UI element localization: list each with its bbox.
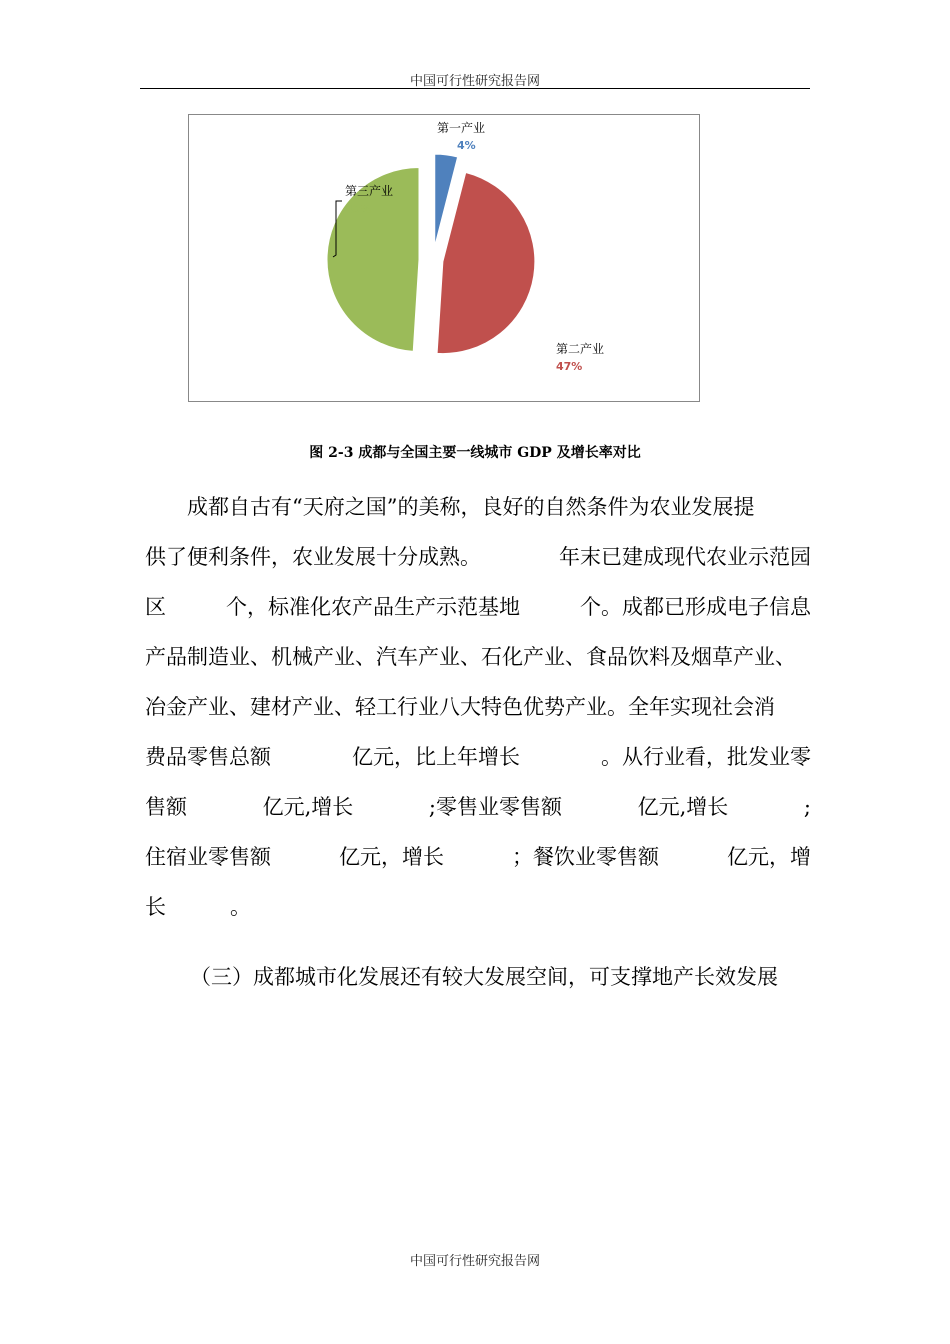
body-paragraph	[145, 482, 811, 932]
text-segment: 亿元,增长	[637, 795, 729, 819]
paragraph-line	[145, 682, 811, 732]
text-segment: 个，标准化农产品生产示范基地	[226, 595, 520, 619]
text-segment: 年末已建成现代农业示范园	[559, 545, 811, 569]
page-footer: 中国可行性研究报告网	[409, 1254, 540, 1269]
text-segment: 。从行业看，批发业零	[601, 745, 811, 769]
slice-label-secondary: 第二产业	[556, 342, 605, 356]
section-heading: （三）成都城市化发展还有较大发展空间，可支撑地产长效发展	[190, 965, 778, 989]
paragraph-line	[145, 832, 811, 882]
header-rule	[140, 88, 810, 89]
slice-label-primary: 第一产业	[437, 121, 486, 135]
slice-value-tertiary: 49%	[345, 203, 372, 216]
text-segment: 产品制造业、机械产业、汽车产业、石化产业、食品饮料及烟草产业、	[145, 645, 796, 669]
text-segment: 成都自古有“天府之国”的美称，良好的自然条件为农业发展提	[187, 495, 755, 519]
text-segment: 亿元，增长	[339, 845, 444, 869]
paragraph-line	[145, 482, 811, 532]
text-segment: 亿元,增长	[262, 795, 354, 819]
text-segment: 住宿业零售额	[145, 845, 271, 869]
slice-label-tertiary: 第三产业	[345, 184, 394, 198]
text-segment: 。	[230, 895, 251, 919]
text-segment: 冶金产业、建材产业、轻工行业八大特色优势产业。全年实现社会消	[145, 695, 775, 719]
text-segment: ;	[803, 795, 811, 819]
pie-chart-svg	[189, 115, 701, 403]
text-segment: 区	[145, 595, 166, 619]
paragraph-line	[145, 882, 811, 932]
text-segment: 亿元，增	[727, 845, 811, 869]
pie-chart	[188, 114, 700, 402]
figure-caption: 图 2-3 成都与全国主要一线城市 GDP 及增长率对比	[309, 445, 641, 461]
paragraph-line	[145, 782, 811, 832]
text-segment: ；餐饮业零售额	[512, 845, 659, 869]
text-segment: 亿元，比上年增长	[352, 745, 520, 769]
text-segment: 个。成都已形成电子信息	[580, 595, 811, 619]
text-segment: 供了便利条件，农业发展十分成熟。	[145, 545, 481, 569]
slice-value-primary: 4%	[457, 139, 476, 152]
paragraph-line	[145, 732, 811, 782]
page-header: 中国可行性研究报告网	[409, 74, 540, 89]
paragraph-line	[145, 532, 811, 582]
paragraph-line	[145, 632, 811, 682]
slice-value-secondary: 47%	[556, 360, 583, 373]
text-segment: ;零售业零售额	[428, 795, 562, 819]
paragraph-line	[145, 582, 811, 632]
text-segment: 售额	[145, 795, 187, 819]
text-segment: 长	[145, 895, 166, 919]
pie-slice-secondary	[437, 172, 535, 353]
text-segment: 费品零售总额	[145, 745, 271, 769]
